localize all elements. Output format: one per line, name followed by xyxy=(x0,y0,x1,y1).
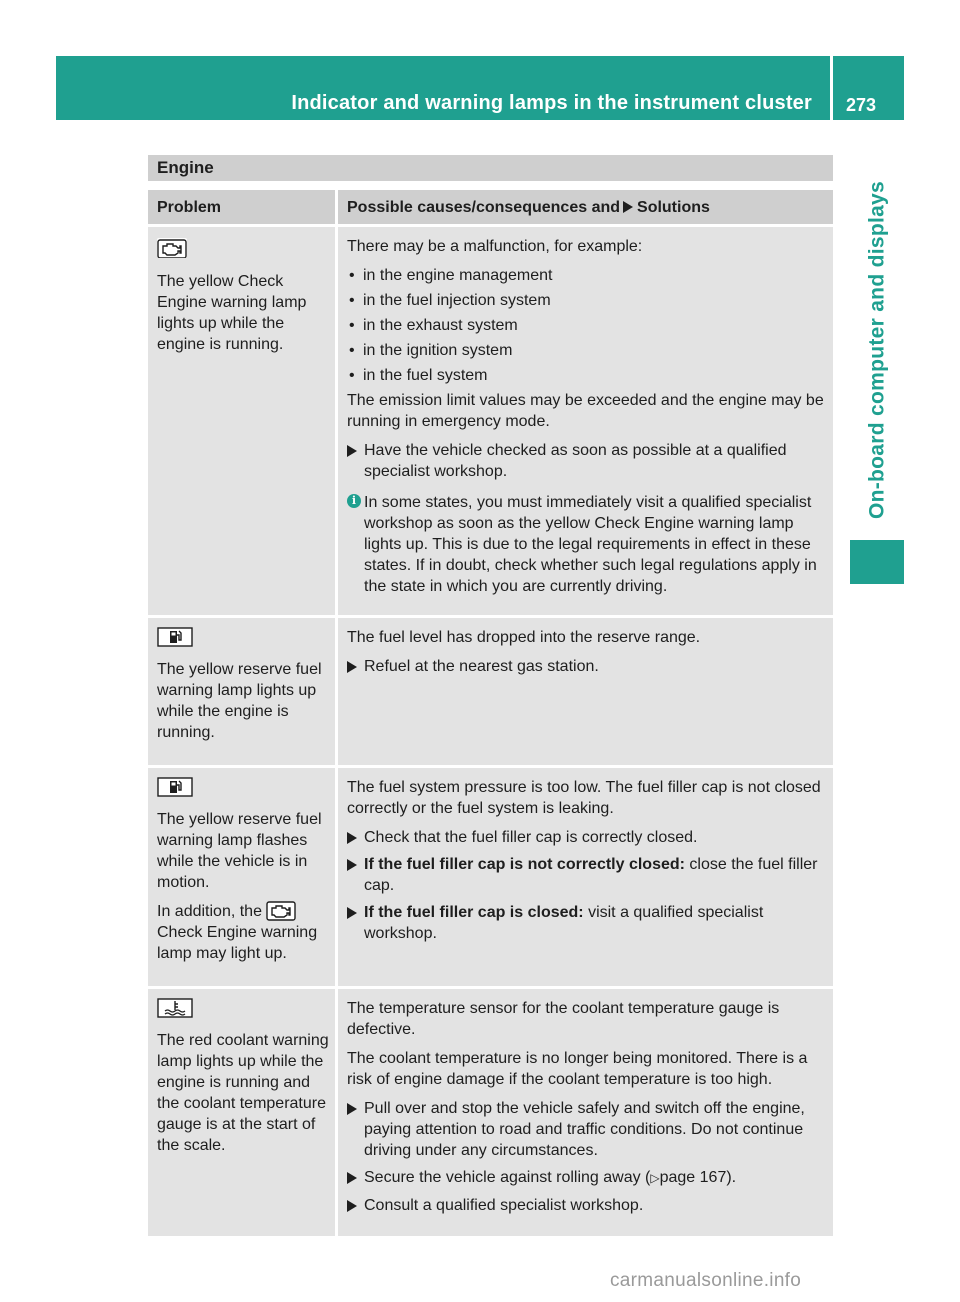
action-arrow-icon xyxy=(347,1200,357,1212)
check-engine-icon xyxy=(157,238,187,258)
page-reference-icon: ▷ xyxy=(650,1171,660,1185)
action-arrow-icon xyxy=(347,661,357,673)
problem-cell xyxy=(148,615,338,765)
coolant-temperature-icon xyxy=(157,998,193,1020)
action-step: Have the vehicle checked as soon as possible at a qualified specialist workshop. xyxy=(347,440,827,482)
paragraph: The coolant temperature is no longer being monitored. There is a risk of engine damage if the coolant temperature is too high. xyxy=(347,1050,808,1088)
action-step: Secure the vehicle against rolling away (▷page 167). xyxy=(347,1167,827,1189)
action-step: Pull over and stop the vehicle safely and switch off the engine, paying attention to road and traffic conditions. Do not continue driving under any circumstances. xyxy=(347,1098,827,1161)
problem-cell xyxy=(148,224,338,615)
table-row xyxy=(148,615,833,765)
check-engine-icon xyxy=(266,901,296,921)
paragraph: The fuel system pressure is too low. The fuel filler cap is not closed correctly or the fuel system is leaking. xyxy=(347,779,821,817)
problem-text: The red coolant warning lamp lights up while the engine is running and the coolant temperature gauge is at the start of the scale. xyxy=(157,1032,329,1154)
info-note: i In some states, you must immediately visit a qualified specialist workshop as soon as the yellow Check Engine warning lamp lights up. This is due to the legal requirements in effect in these states. If in doubt, check whether such legal regulations apply in the state in which you are currently driving. xyxy=(347,492,827,597)
column-header-problem: Problem xyxy=(148,190,338,224)
table-header-row xyxy=(148,190,833,224)
action-step: Refuel at the nearest gas station. xyxy=(347,656,827,677)
table-row xyxy=(148,986,833,1236)
table-row xyxy=(148,224,833,615)
problem-text: The yellow reserve fuel warning lamp lights up while the engine is running. xyxy=(157,661,322,741)
action-arrow-icon xyxy=(623,201,633,213)
action-arrow-icon xyxy=(347,445,357,457)
action-arrow-icon xyxy=(347,1172,357,1184)
action-arrow-icon xyxy=(347,1103,357,1115)
list-item: • in the fuel system xyxy=(347,365,827,386)
problem-cell xyxy=(148,765,338,986)
page-number: 273 xyxy=(846,95,877,115)
action-arrow-icon xyxy=(347,859,357,871)
paragraph: The temperature sensor for the coolant temperature gauge is defective. xyxy=(347,1000,780,1038)
table-row xyxy=(148,765,833,986)
solution-cell xyxy=(338,765,833,986)
problem-text: The yellow reserve fuel warning lamp flashes while the vehicle is in motion. xyxy=(157,811,322,891)
paragraph: The fuel level has dropped into the reserve range. xyxy=(347,629,701,646)
page-header-title: Indicator and warning lamps in the instrument cluster xyxy=(291,92,812,114)
section-title: Engine xyxy=(148,155,833,181)
list-item: • in the exhaust system xyxy=(347,315,827,336)
action-arrow-icon xyxy=(347,832,357,844)
fuel-reserve-icon xyxy=(157,627,193,649)
header-divider xyxy=(830,56,833,120)
side-tab-label: On-board computer and displays xyxy=(865,180,889,520)
solution-cell xyxy=(338,986,833,1236)
list-item: • in the ignition system xyxy=(347,340,827,361)
engine-lamps-table xyxy=(148,190,833,1236)
watermark: carmanualsonline.info xyxy=(610,1270,802,1291)
action-step: If the fuel filler cap is closed: visit a qualified specialist workshop. xyxy=(347,902,827,944)
intro-text: There may be a malfunction, for example: xyxy=(347,238,643,255)
header-bar xyxy=(56,56,904,120)
problem-text-additional: In addition, the Check Engine warning lamp may light up. xyxy=(157,903,318,962)
paragraph: The emission limit values may be exceeded and the engine may be running in emergency mode. xyxy=(347,392,824,430)
fuel-reserve-icon xyxy=(157,777,193,799)
info-icon: i xyxy=(347,494,361,508)
problem-cell xyxy=(148,986,338,1236)
list-item: • in the fuel injection system xyxy=(347,290,827,311)
action-arrow-icon xyxy=(347,907,357,919)
action-step: Check that the fuel filler cap is correctly closed. xyxy=(347,827,827,848)
solution-cell xyxy=(338,224,833,615)
side-tab-marker xyxy=(850,540,904,584)
solution-cell xyxy=(338,615,833,765)
action-step: If the fuel filler cap is not correctly closed: close the fuel filler cap. xyxy=(347,854,827,896)
list-item: • in the engine management xyxy=(347,265,827,286)
problem-text: The yellow Check Engine warning lamp lights up while the engine is running. xyxy=(157,273,307,353)
action-step: Consult a qualified specialist workshop. xyxy=(347,1195,827,1216)
column-header-causes: Possible causes/consequences and Solutions xyxy=(338,190,833,224)
